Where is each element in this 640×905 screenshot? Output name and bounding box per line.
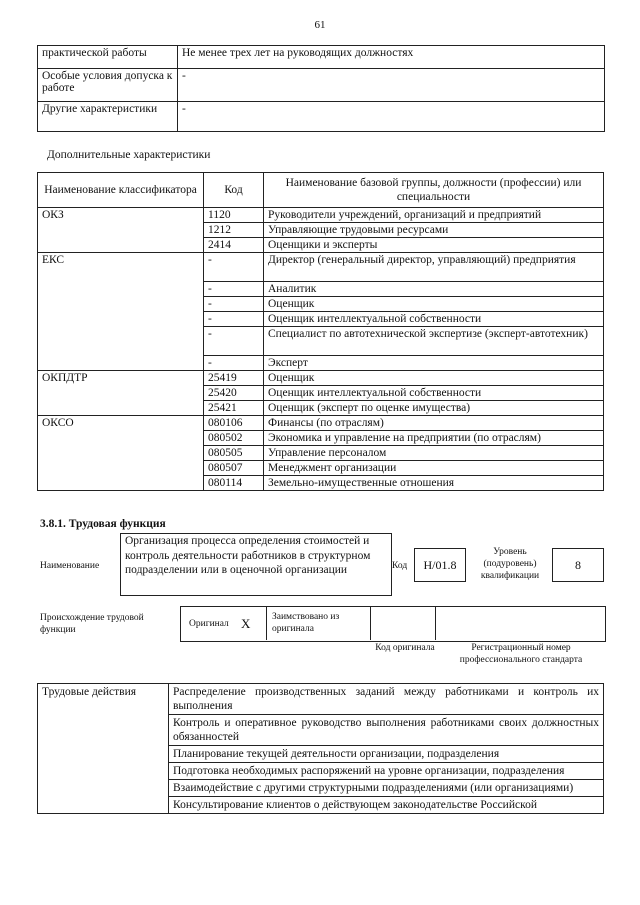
classifier-code: 080114 bbox=[204, 476, 264, 491]
classifier-title: Земельно-имущественные отношения bbox=[264, 476, 604, 491]
classifier-title: Оценщик (эксперт по оценке имущества) bbox=[264, 401, 604, 416]
classifier-title: Финансы (по отраслям) bbox=[264, 416, 604, 431]
classifier-title: Руководители учреждений, организаций и предприятий bbox=[264, 208, 604, 223]
table-row bbox=[38, 208, 604, 223]
classifier-title: Управляющие трудовыми ресурсами bbox=[264, 223, 604, 238]
level-box bbox=[552, 548, 604, 582]
header-code: Код bbox=[204, 173, 264, 208]
additional-caption: Дополнительные характеристики bbox=[47, 149, 211, 161]
table-header-row bbox=[38, 173, 604, 208]
classifier-title: Оценщик интеллектуальной собственности bbox=[264, 386, 604, 401]
function-name-box bbox=[120, 533, 392, 596]
classifier-code: - bbox=[204, 327, 264, 356]
classifier-name: ОКЗ bbox=[38, 208, 204, 253]
row-label: практической работы bbox=[38, 46, 178, 69]
original-label: Оригинал bbox=[189, 619, 229, 629]
table-row bbox=[38, 69, 605, 102]
classifier-code: 080502 bbox=[204, 431, 264, 446]
section-title: 3.8.1. Трудовая функция bbox=[40, 518, 166, 530]
row-value: - bbox=[178, 102, 605, 132]
table-row bbox=[38, 684, 604, 715]
original-mark: X bbox=[241, 616, 251, 631]
function-code-box bbox=[414, 548, 466, 582]
origin-label: Происхождение трудовой функции bbox=[40, 613, 144, 635]
classifier-code: 080507 bbox=[204, 461, 264, 476]
classifier-title: Менеджмент организации bbox=[264, 461, 604, 476]
classifier-code: 2414 bbox=[204, 238, 264, 253]
table-row bbox=[38, 371, 604, 386]
classifier-name: ОКПДТР bbox=[38, 371, 204, 416]
divider bbox=[266, 606, 267, 640]
classifier-title: Эксперт bbox=[264, 356, 604, 371]
requirements-table bbox=[37, 45, 605, 132]
table-row bbox=[38, 416, 604, 431]
classifier-title: Управление персоналом bbox=[264, 446, 604, 461]
actions-label: Трудовые действия bbox=[38, 684, 169, 814]
classifier-code: - bbox=[204, 253, 264, 282]
action-item: Распределение производственных заданий между работниками и контроль их выполнения bbox=[169, 684, 604, 715]
classifier-code: 080106 bbox=[204, 416, 264, 431]
borrowed-label: Заимствовано из оригинала bbox=[272, 612, 340, 634]
classifier-name: ЕКС bbox=[38, 253, 204, 371]
table-row bbox=[38, 102, 605, 132]
level-label: Уровень (подуровень) квалификации bbox=[480, 547, 540, 581]
classifier-code: 1212 bbox=[204, 223, 264, 238]
action-item: Консультирование клиентов о действующем законодательстве Российской bbox=[169, 797, 604, 814]
divider bbox=[370, 606, 371, 640]
classifier-code: 1120 bbox=[204, 208, 264, 223]
classifier-table bbox=[37, 172, 604, 491]
row-label: Другие характеристики bbox=[38, 102, 178, 132]
classifier-title: Экономика и управление на предприятии (по отраслям) bbox=[264, 431, 604, 446]
reg-caption: Регистрационный номер профессионального стандарта bbox=[459, 643, 583, 665]
classifier-name: ОКСО bbox=[38, 416, 204, 491]
classifier-title: Специалист по автотехнической экспертизе (эксперт-автотехник) bbox=[264, 327, 604, 356]
code-caption: Код оригинала bbox=[375, 643, 435, 653]
classifier-code: 25421 bbox=[204, 401, 264, 416]
function-name: Организация процесса определения стоимостей и контроль деятельности работников в структурном подразделении или в оценочной организации bbox=[125, 535, 371, 576]
classifier-code: - bbox=[204, 356, 264, 371]
classifier-title: Директор (генеральный директор, управляющий) предприятия bbox=[264, 253, 604, 282]
action-item: Планирование текущей деятельности организации, подразделения bbox=[169, 746, 604, 763]
classifier-title: Оценщик интеллектуальной собственности bbox=[264, 312, 604, 327]
table-row bbox=[38, 46, 605, 69]
classifier-code: - bbox=[204, 297, 264, 312]
row-label: Особые условия допуска к работе bbox=[38, 69, 178, 102]
classifier-code: - bbox=[204, 282, 264, 297]
classifier-title: Оценщик bbox=[264, 297, 604, 312]
header-classifier: Наименование классификатора bbox=[38, 173, 204, 208]
table-row bbox=[38, 253, 604, 282]
page-number: 61 bbox=[314, 19, 326, 31]
actions-table bbox=[37, 683, 604, 814]
classifier-title: Оценщик bbox=[264, 371, 604, 386]
action-item: Подготовка необходимых распоряжений на уровне организации, подразделения bbox=[169, 763, 604, 780]
function-code: Н/01.8 bbox=[423, 558, 457, 572]
divider bbox=[435, 606, 436, 640]
header-title: Наименование базовой группы, должности (профессии) или специальности bbox=[264, 173, 604, 208]
classifier-code: 080505 bbox=[204, 446, 264, 461]
classifier-code: - bbox=[204, 312, 264, 327]
classifier-code: 25419 bbox=[204, 371, 264, 386]
level-value: 8 bbox=[575, 558, 581, 572]
code-label: Код bbox=[392, 561, 408, 571]
action-item: Контроль и оперативное руководство выполнения работниками своих должностных обязанностей bbox=[169, 715, 604, 746]
row-value: - bbox=[178, 69, 605, 102]
action-item: Взаимодействие с другими структурными подразделениями (или организациями) bbox=[169, 780, 604, 797]
name-label: Наименование bbox=[40, 561, 100, 571]
classifier-title: Аналитик bbox=[264, 282, 604, 297]
row-value: Не менее трех лет на руководящих должностях bbox=[178, 46, 605, 69]
classifier-title: Оценщики и эксперты bbox=[264, 238, 604, 253]
classifier-code: 25420 bbox=[204, 386, 264, 401]
